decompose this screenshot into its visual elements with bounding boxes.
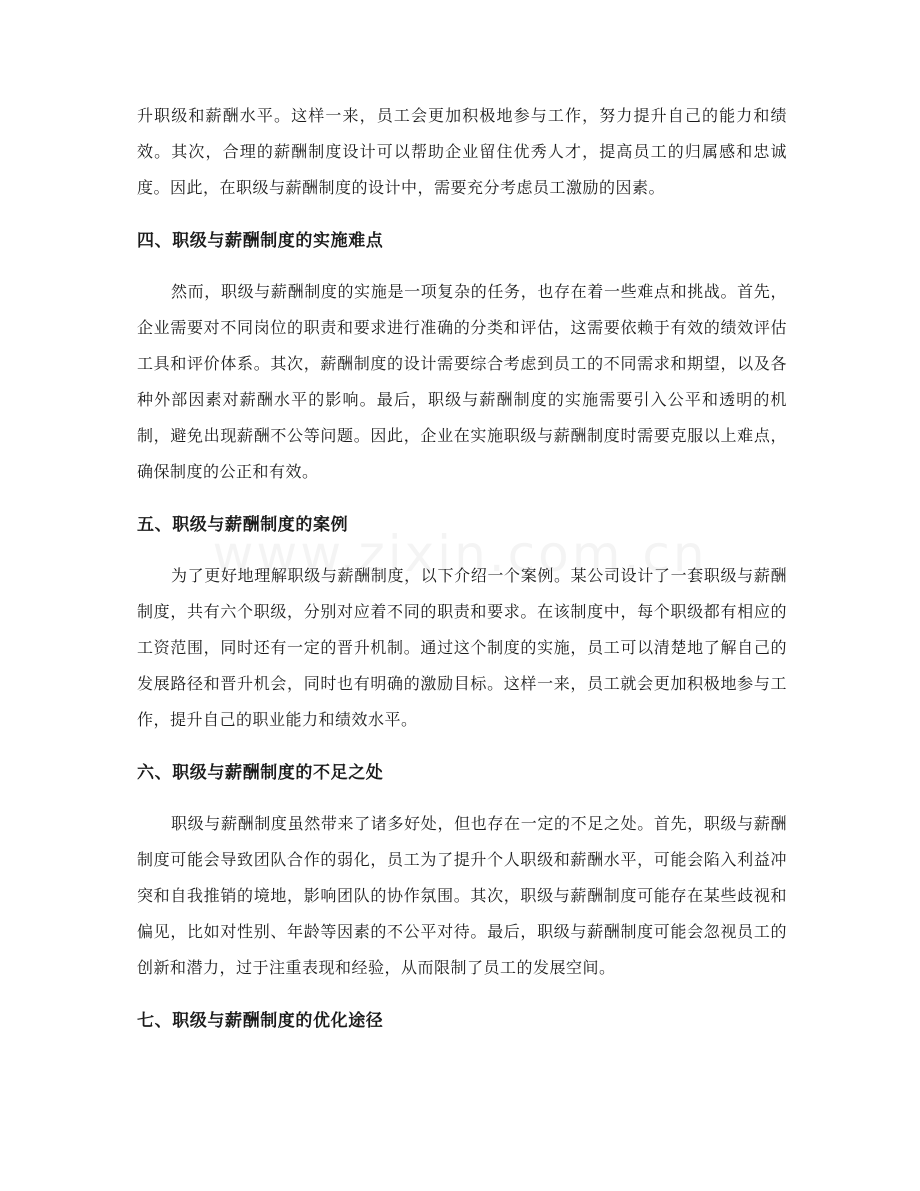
paragraph-intro-continued: 升职级和薪酬水平。这样一来，员工会更加积极地参与工作，努力提升自己的能力和绩效。其次，合理的薪酬制度设计可以帮助企业留住优秀人才，提高员工的归属感和忠诚度。因此，在职级与薪酬制度的设计中，需要充分考虑员工激励的因素。 (137, 106, 787, 197)
section-heading-4: 四、职级与薪酬制度的实施难点 (137, 231, 384, 251)
section-heading-6: 六、职级与薪酬制度的不足之处 (137, 763, 384, 783)
document-body (137, 98, 787, 1039)
paragraph-section-6: 职级与薪酬制度虽然带来了诸多好处，但也存在一定的不足之处。首先，职级与薪酬制度可能会导致团队合作的弱化，员工为了提升个人职级和薪酬水平，可能会陷入利益冲突和自我推销的境地，影响团队的协作氛围。其次，职级与薪酬制度可能存在某些歧视和偏见，比如对性别、年龄等因素的不公平对待。最后，职级与薪酬制度可能会忽视员工的创新和潜力，过于注重表现和经验，从而限制了员工的发展空间。 (137, 814, 787, 977)
section-heading-7: 七、职级与薪酬制度的优化途径 (137, 1011, 384, 1031)
section-heading-5: 五、职级与薪酬制度的案例 (137, 515, 349, 535)
paragraph-section-5: 为了更好地理解职级与薪酬制度，以下介绍一个案例。某公司设计了一套职级与薪酬制度，共有六个职级，分别对应着不同的职责和要求。在该制度中，每个职级都有相应的工资范围，同时还有一定的晋升机制。通过这个制度的实施，员工可以清楚地了解自己的发展路径和晋升机会，同时也有明确的激励目标。这样一来，员工就会更加积极地参与工作，提升自己的职业能力和绩效水平。 (137, 566, 787, 729)
paragraph-section-4: 然而，职级与薪酬制度的实施是一项复杂的任务，也存在着一些难点和挑战。首先，企业需要对不同岗位的职责和要求进行准确的分类和评估，这需要依赖于有效的绩效评估工具和评价体系。其次，薪酬制度的设计需要综合考虑到员工的不同需求和期望，以及各种外部因素对薪酬水平的影响。最后，职级与薪酬制度的实施需要引入公平和透明的机制，避免出现薪酬不公等问题。因此，企业在实施职级与薪酬制度时需要克服以上难点，确保制度的公正和有效。 (137, 282, 787, 481)
